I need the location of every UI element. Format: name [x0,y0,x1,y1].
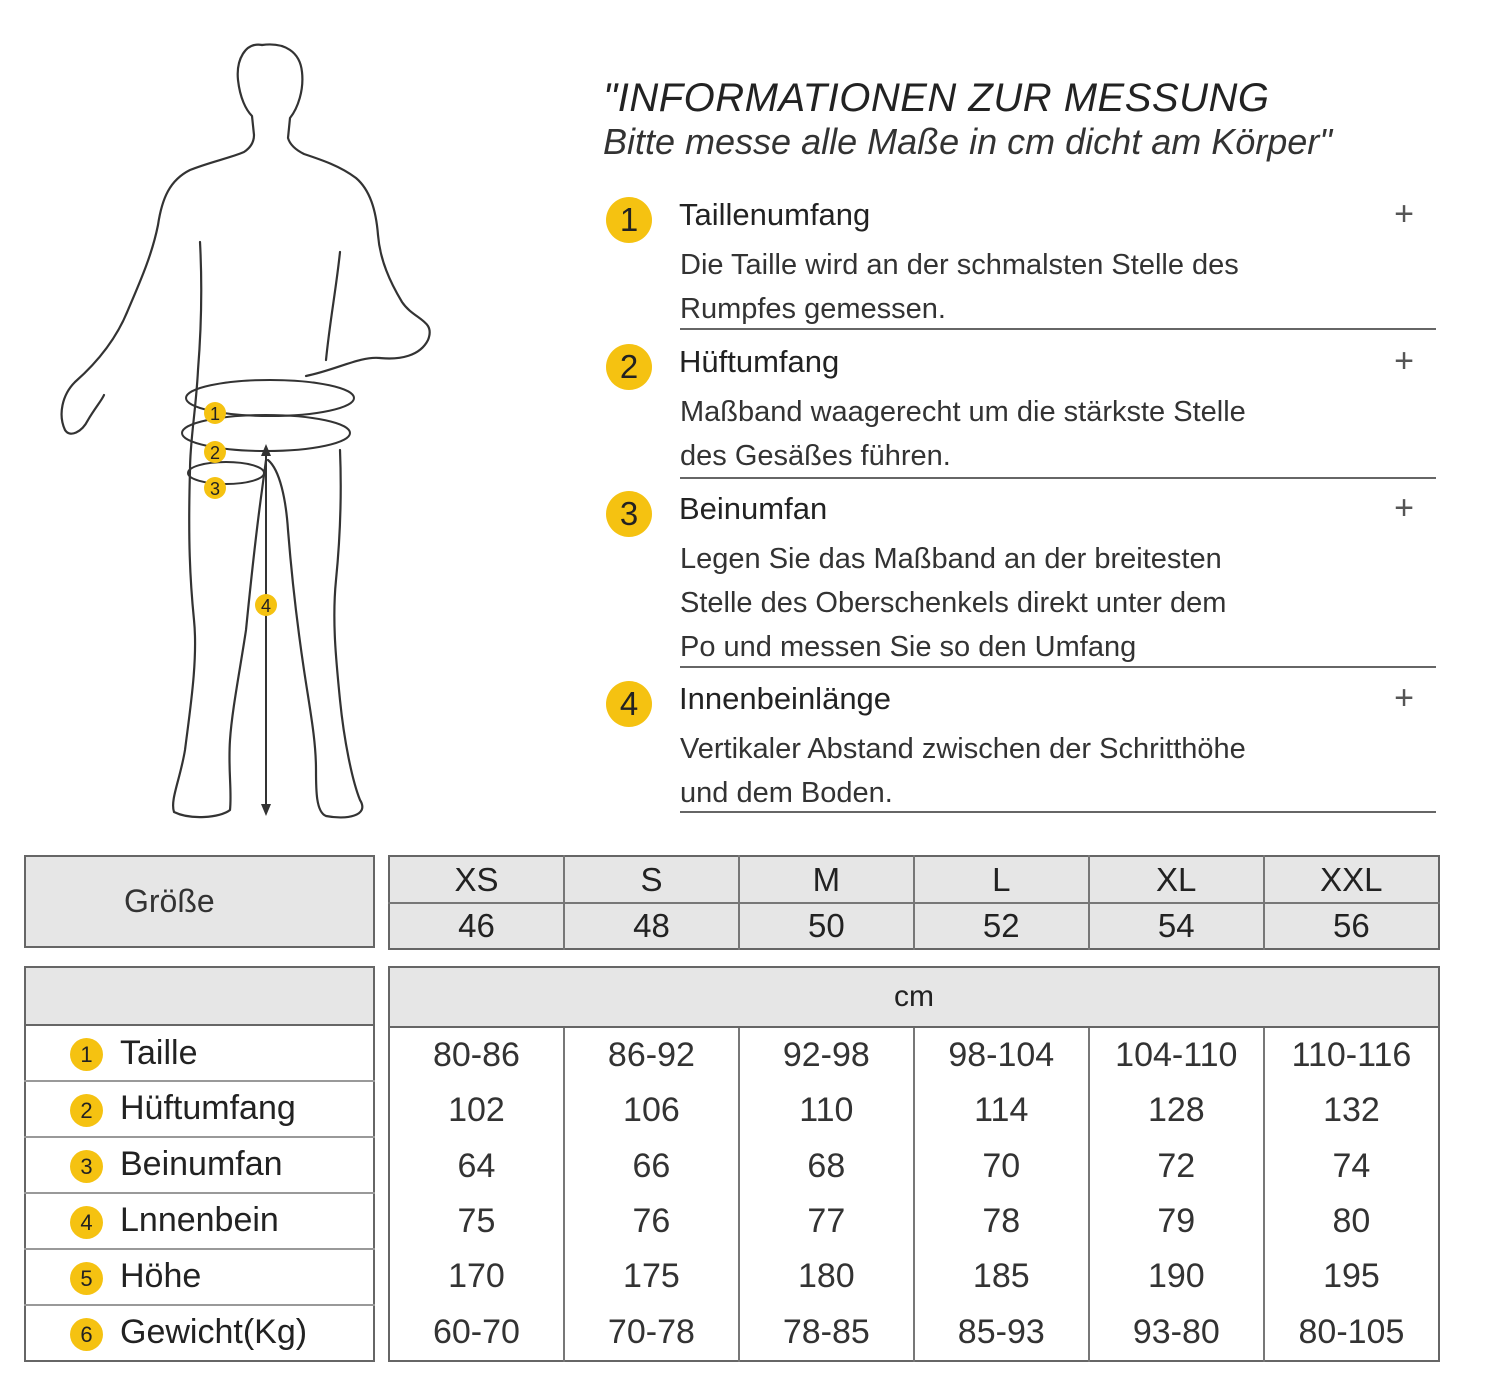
size-letters-row [389,856,1439,903]
leg-right-outer [268,450,362,817]
value-cell: 74 [1264,1138,1439,1193]
item-number-badge: 2 [606,344,652,390]
item-number-badge: 1 [606,197,652,243]
item-divider [680,328,1436,330]
value-row [389,1249,1439,1304]
expand-plus-icon[interactable]: + [1394,679,1414,717]
row-label: Hüftumfang [120,1089,296,1128]
value-cell: 80-86 [432,1035,520,1074]
value-cell: 185 [914,1249,1089,1304]
value-cell: 92-98 [739,1027,914,1083]
value-cell: 106 [564,1083,739,1138]
value-cell: 80-105 [1264,1304,1439,1361]
row-label: Höhe [120,1257,202,1296]
item-title: Hüftumfang [679,344,840,379]
size-cell: S [564,856,739,903]
row-number-badge: 4 [70,1206,103,1239]
measure-label-row [25,1081,374,1137]
value-cell: 93-80 [1089,1304,1264,1361]
value-cell: 110 [739,1083,914,1138]
item-innenbeinlaenge [606,679,1436,815]
item-description-line: Stelle des Oberschenkels direkt unter dem [680,587,1227,619]
value-cell: 60-70 [432,1312,520,1351]
value-cell: 102 [448,1091,505,1130]
measure-label-row [25,1025,374,1081]
item-hueftumfang [606,342,1436,480]
size-cell: L [914,856,1089,903]
item-title: Taillenumfang [679,197,871,232]
value-row [389,1194,1439,1249]
size-cell: M [739,856,914,903]
measure-label-row [25,1249,374,1305]
unit-header: cm [389,967,1439,1027]
value-cell: 70-78 [564,1304,739,1361]
inseam-arrow-head-bottom [261,804,271,816]
value-cell: 68 [739,1138,914,1193]
size-number-cell: 46 [458,907,495,944]
size-table [388,855,1440,950]
item-divider [680,666,1436,668]
item-divider [680,477,1436,479]
item-description-line: Legen Sie das Maßband an der breitesten [680,543,1222,575]
row-label: Lnnenbein [120,1201,279,1240]
size-label-table [24,855,375,948]
item-description-line: Rumpfes gemessen. [680,293,946,325]
item-description-line: Vertikaler Abstand zwischen der Schritthöhe [680,733,1246,765]
value-cell: 132 [1264,1083,1439,1138]
value-cell: 86-92 [564,1027,739,1083]
value-cell: 78 [914,1194,1089,1249]
row-number-badge: 3 [70,1150,103,1183]
item-description [680,537,1320,669]
size-number-cell: 54 [1089,903,1264,949]
item-number-badge: 4 [606,681,652,727]
row-number-badge: 5 [70,1262,103,1295]
size-cell: XXL [1264,856,1439,903]
row-label: Taille [120,1033,198,1072]
item-description [680,243,1320,331]
value-cell: 170 [448,1257,505,1296]
item-title: Innenbeinlänge [679,681,892,716]
value-row [389,1138,1439,1193]
item-divider [680,811,1436,813]
head-outline-right [262,44,430,376]
item-title: Beinumfan [679,491,828,526]
value-row [389,1027,1439,1083]
torso-left [190,242,201,470]
measure-label-header [25,967,374,1025]
item-description-line: Po und messen Sie so den Umfang [680,631,1137,663]
measure-label-table [24,966,375,1362]
value-row [389,1083,1439,1138]
item-description-line: Die Taille wird an der schmalsten Stelle des [680,249,1239,281]
size-label: Größe [124,883,215,919]
item-description [680,390,1320,478]
value-cell: 180 [739,1249,914,1304]
value-cell: 77 [739,1194,914,1249]
heading-subtitle: Bitte messe alle Maße in cm dicht am Körper" [603,121,1333,162]
value-cell: 114 [914,1083,1089,1138]
value-cell: 110-116 [1264,1027,1439,1083]
torso-right [326,252,340,360]
size-numbers-row [389,903,1439,949]
item-number-badge: 3 [606,491,652,537]
value-cell: 64 [457,1146,496,1185]
measurement-heading [603,76,1483,164]
thigh-ellipse [188,462,264,484]
row-label: Gewicht(Kg) [120,1313,308,1352]
item-description [680,727,1320,815]
measure-value-table [388,966,1440,1362]
value-cell: 79 [1089,1194,1264,1249]
value-cell: 72 [1089,1138,1264,1193]
expand-plus-icon[interactable]: + [1394,195,1414,233]
value-cell: 98-104 [914,1027,1089,1083]
measure-label-row [25,1305,374,1361]
row-number-badge: 2 [70,1094,103,1127]
item-description-line: Maßband waagerecht um die stärkste Stelle [680,396,1246,428]
body-outline-figure [40,20,460,820]
size-number-cell: 56 [1264,903,1439,949]
size-number-cell: 52 [914,903,1089,949]
size-cell: XS [389,856,564,903]
item-description-line: und dem Boden. [680,777,893,809]
figure-marker-2: 2 [209,443,221,463]
value-cell: 76 [564,1194,739,1249]
measure-label-row [25,1193,374,1249]
figure-marker-4: 4 [260,596,272,616]
row-label: Beinumfan [120,1145,283,1184]
value-cell: 195 [1264,1249,1439,1304]
heading-title: "INFORMATIONEN ZUR MESSUNG [603,76,1270,120]
figure-marker-1: 1 [209,404,221,424]
item-beinumfan [606,489,1436,669]
item-taillenumfang [606,195,1436,331]
measure-label-row [25,1137,374,1193]
expand-plus-icon[interactable]: + [1394,342,1414,380]
head-outline [62,45,262,434]
leg-left-outer [173,460,266,817]
value-cell: 70 [914,1138,1089,1193]
value-cell: 190 [1089,1249,1264,1304]
expand-plus-icon[interactable]: + [1394,489,1414,527]
size-number-cell: 48 [564,903,739,949]
value-cell: 175 [564,1249,739,1304]
size-cell: XL [1089,856,1264,903]
row-number-badge: 1 [70,1038,103,1071]
item-description-line: des Gesäßes führen. [680,440,951,472]
value-cell: 85-93 [914,1304,1089,1361]
figure-marker-3: 3 [209,479,221,499]
value-cell: 128 [1089,1083,1264,1138]
value-cell: 80 [1264,1194,1439,1249]
row-number-badge: 6 [70,1318,103,1351]
value-cell: 66 [564,1138,739,1193]
size-number-cell: 50 [739,903,914,949]
value-row [389,1304,1439,1361]
value-cell: 78-85 [739,1304,914,1361]
value-cell: 75 [457,1201,496,1240]
value-cell: 104-110 [1089,1027,1264,1083]
